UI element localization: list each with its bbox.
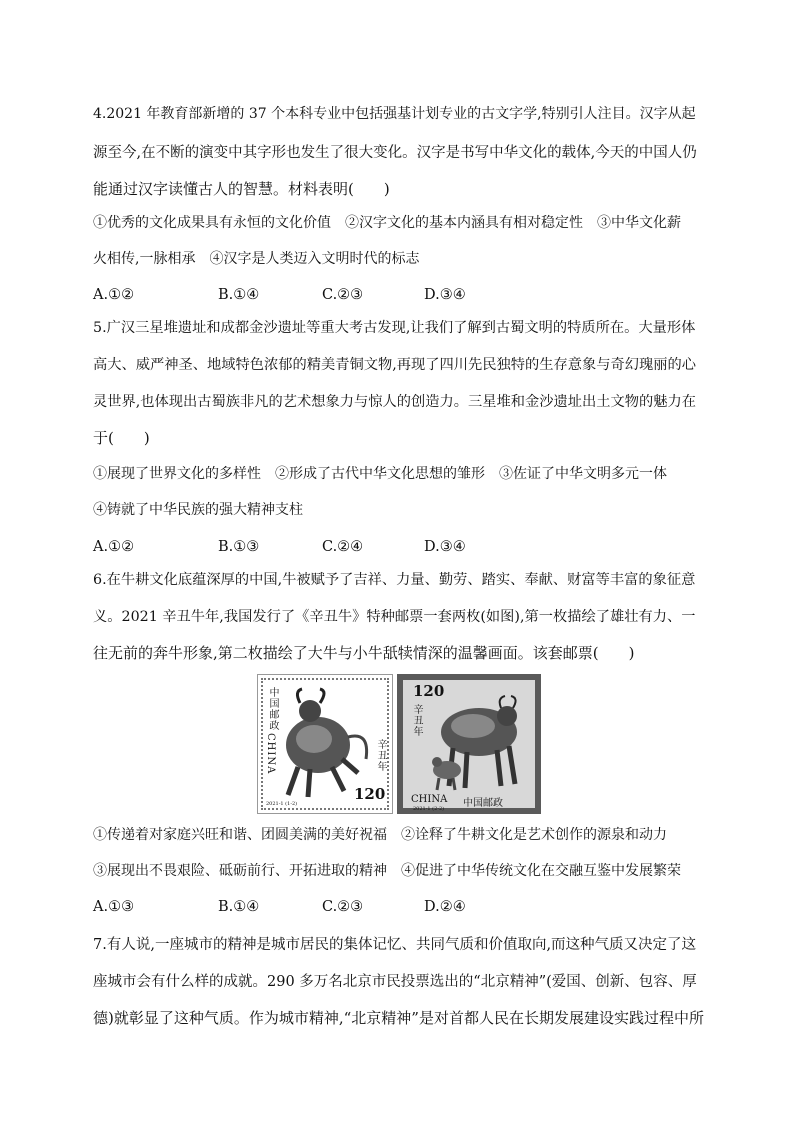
stamp2-latin: CHINA bbox=[411, 794, 448, 805]
q5-option-b[interactable]: B.①③ bbox=[218, 539, 260, 555]
stamp1-country: 中国邮政 bbox=[267, 687, 278, 731]
q6-option-a[interactable]: A.①③ bbox=[93, 899, 135, 915]
stamp-ox-and-calf bbox=[397, 674, 541, 814]
q5-statement-line-2: ④铸就了中华民族的强大精神支柱 bbox=[93, 502, 303, 518]
stamp1-year: 辛丑年 bbox=[375, 739, 386, 772]
q4-options bbox=[93, 285, 553, 305]
q4-option-d[interactable]: D.③④ bbox=[424, 287, 466, 303]
q5-stem-line-4: 于( ) bbox=[93, 429, 150, 447]
q6-statement-line-1: ①传递着对家庭兴旺和谐、团圆美满的美好祝福 ②诠释了牛耕文化是艺术创作的源泉和动力 bbox=[93, 827, 667, 843]
q6-stem-line-2: 义。2021 辛丑牛年,我国发行了《辛丑牛》特种邮票一套两枚(如图),第一枚描绘了雄壮有力、一 bbox=[93, 609, 696, 625]
q7-stem-line-1: 7.有人说,一座城市的精神是城市居民的集体记忆、共同气质和价值取向,而这种气质又决定了这 bbox=[93, 937, 697, 953]
q6-statement-line-2: ③展现出不畏艰险、砥砺前行、开拓进取的精神 ④促进了中华传统文化在交融互鉴中发展繁荣 bbox=[93, 863, 681, 879]
q7-stem-line-2: 座城市会有什么样的成就。290 多万名北京市民投票选出的“北京精神”(爱国、创新、包容、厚 bbox=[93, 974, 697, 990]
q6-stem-line-3: 往无前的奔牛形象,第二枚描绘了大牛与小牛舐犊情深的温馨画面。该套邮票( ) bbox=[93, 644, 635, 662]
q7-stem-line-3: 德)就彰显了这种气质。作为城市精神,“北京精神”是对首都人民在长期发展建设实践过程中所 bbox=[93, 1009, 704, 1027]
q4-stem-line-2: 源至今,在不断的演变中其字形也发生了很大变化。汉字是书写中华文化的载体,今天的中国人仍 bbox=[93, 145, 697, 161]
stamp2-code: 2021-1 (2-2) bbox=[413, 806, 445, 812]
q4-option-b[interactable]: B.①④ bbox=[218, 287, 260, 303]
q5-stem-line-1: 5.广汉三星堆遗址和成都金沙遗址等重大考古发现,让我们了解到古蜀文明的特质所在。大量形体 bbox=[93, 320, 696, 336]
q5-options bbox=[93, 537, 553, 557]
q4-option-c[interactable]: C.②③ bbox=[322, 287, 364, 303]
stamp2-value: 120 bbox=[413, 682, 445, 700]
q6-option-d[interactable]: D.②④ bbox=[424, 899, 466, 915]
q5-option-c[interactable]: C.②④ bbox=[322, 539, 364, 555]
q6-stem-line-1: 6.在牛耕文化底蕴深厚的中国,牛被赋予了吉祥、力量、勤劳、踏实、奉献、财富等丰富的象征意 bbox=[93, 572, 696, 588]
q4-statement-line-2: 火相传,一脉相承 ④汉字是人类迈入文明时代的标志 bbox=[93, 251, 420, 267]
ox-stamps-figure bbox=[257, 674, 541, 814]
q4-stem-line-1: 4.2021 年教育部新增的 37 个本科专业中包括强基计划专业的古文字学,特别引人注目。汉字从起 bbox=[93, 106, 696, 122]
q5-option-a[interactable]: A.①② bbox=[93, 539, 135, 555]
q6-option-c[interactable]: C.②③ bbox=[322, 899, 364, 915]
q5-stem-line-3: 灵世界,也体现出古蜀族非凡的艺术想象力与惊人的创造力。三星堆和金沙遗址出土文物的魅力在 bbox=[93, 394, 697, 410]
stamp1-latin: CHINA bbox=[265, 733, 276, 775]
q4-stem-line-3: 能通过汉字读懂古人的智慧。材料表明( ) bbox=[93, 180, 390, 198]
stamp1-value: 120 bbox=[354, 785, 386, 803]
stamp2-country: 中国邮政 bbox=[463, 798, 503, 809]
q4-option-a[interactable]: A.①② bbox=[93, 287, 135, 303]
stamp1-code: 2021-1 (1-2) bbox=[266, 801, 298, 807]
q5-stem-line-2: 高大、威严神圣、地域特色浓郁的精美青铜文物,再现了四川先民独特的生存意象与奇幻瑰丽的心 bbox=[93, 357, 697, 373]
q6-option-b[interactable]: B.①④ bbox=[218, 899, 260, 915]
stamp2-year: 辛丑年 bbox=[411, 704, 422, 737]
q4-statement-line-1: ①优秀的文化成果具有永恒的文化价值 ②汉字文化的基本内涵具有相对稳定性 ③中华文化薪 bbox=[93, 215, 681, 231]
q5-statement-line-1: ①展现了世界文化的多样性 ②形成了古代中华文化思想的雏形 ③佐证了中华文明多元一体 bbox=[93, 466, 667, 482]
q6-options bbox=[93, 897, 553, 917]
q5-option-d[interactable]: D.③④ bbox=[424, 539, 466, 555]
stamp-running-ox bbox=[257, 674, 393, 814]
